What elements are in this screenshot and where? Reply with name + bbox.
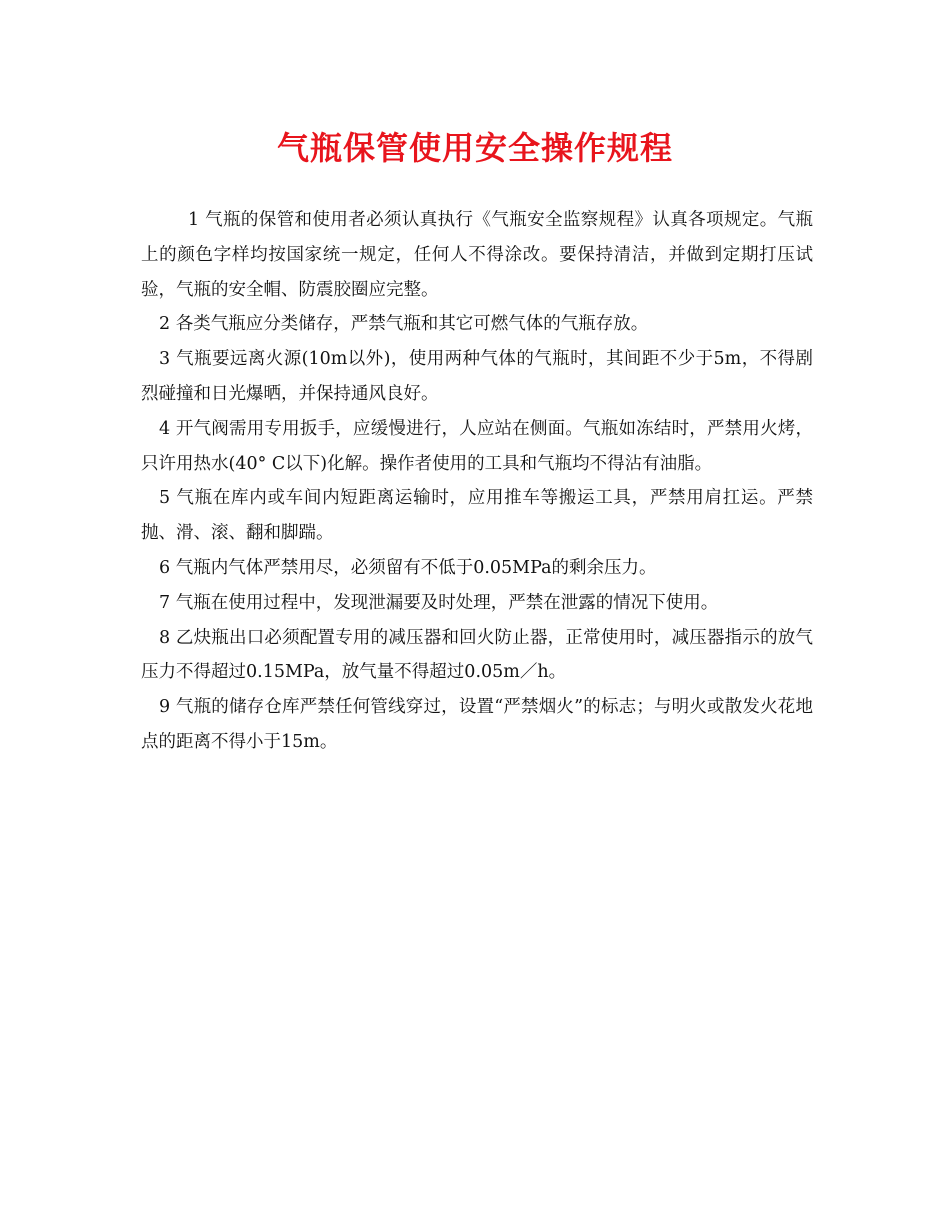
document-title: 气瓶保管使用安全操作规程 (276, 129, 673, 167)
clause-9: 9 气瓶的储存仓库严禁任何管线穿过，设置“严禁烟火”的标志；与明火或散发火花地点的距离不得小于15m。 (141, 697, 813, 752)
clause-4: 4 开气阀需用专用扳手，应缓慢进行，人应站在侧面。气瓶如冻结时，严禁用火烤，只许用热水(40° C以下)化解。操作者使用的工具和气瓶均不得沾有油脂。 (141, 418, 813, 474)
clause-7: 7 气瓶在使用过程中，发现泄漏要及时处理，严禁在泄露的情况下使用。 (159, 592, 719, 613)
clause-3: 3 气瓶要远离火源(10m以外)，使用两种气体的气瓶时，其间距不少于5m，不得剧烈碰撞和日光爆晒，并保持通风良好。 (141, 349, 813, 404)
document-body (141, 203, 813, 760)
clause-1: 1 气瓶的保管和使用者必须认真执行《气瓶安全监察规程》认真各项规定。气瓶上的颜色字样均按国家统一规定，任何人不得涂改。要保持清洁，并做到定期打压试验，气瓶的安全帽、防震胶圈应完整。 (141, 210, 813, 300)
clause-6: 6 气瓶内气体严禁用尽，必须留有不低于0.05MPa的剩余压力。 (159, 557, 657, 578)
clause-2: 2 各类气瓶应分类储存，严禁气瓶和其它可燃气体的气瓶存放。 (159, 314, 649, 335)
clause-8: 8 乙炔瓶出口必须配置专用的减压器和回火防止器，正常使用时，减压器指示的放气压力不得超过0.15MPa，放气量不得超过0.05m／h。 (141, 627, 813, 683)
clause-5: 5 气瓶在库内或车间内短距离运输时，应用推车等搬运工具，严禁用肩扛运。严禁抛、滑、滚、翻和脚踹。 (141, 488, 813, 544)
